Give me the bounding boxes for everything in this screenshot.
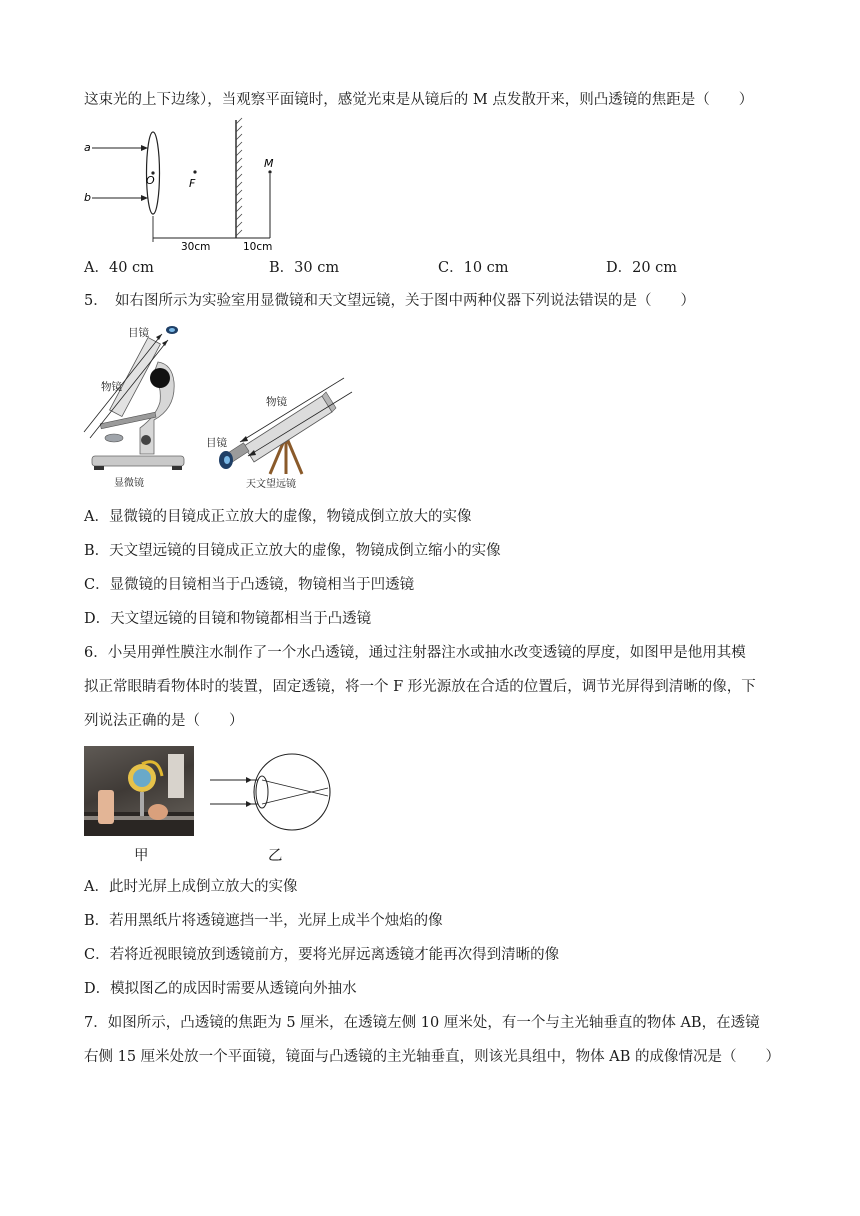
telescope-objective-label: 物镜: [266, 396, 287, 408]
q6-option-d: D．模拟图乙的成因时需要从透镜向外抽水: [84, 981, 357, 997]
telescope-caption: 天文望远镜: [246, 479, 296, 490]
telescope-eyepiece-label: 目镜: [206, 437, 227, 449]
eye-model-diagram: [206, 746, 336, 838]
ray-a-label: a: [84, 141, 91, 154]
q4-option-a: A．40 cm: [84, 260, 154, 276]
microscope-eyepiece-label: 目镜: [128, 327, 149, 339]
dim-30cm: 30cm: [181, 241, 211, 253]
q5-option-b: B．天文望远镜的目镜成正立放大的虚像，物镜成倒立缩小的实像: [84, 543, 501, 559]
q6-option-b: B．若用黑纸片将透镜遮挡一半，光屏上成半个烛焰的像: [84, 913, 443, 929]
microscope-illustration: [84, 320, 194, 490]
q4-lens-mirror-diagram: [78, 118, 298, 252]
q4-stem-tail: 这束光的上下边缘），当观察平面镜时，感觉光束是从镜后的 M 点发散开来，则凸透镜的焦距是（ ）: [84, 92, 754, 108]
q6-stem-line-2: 拟正常眼睛看物体时的装置，固定透镜，将一个 F 形光源放在合适的位置后，调节光屏得到清晰的像，下: [84, 679, 756, 695]
dim-10cm: 10cm: [243, 241, 273, 253]
q4-option-b: B．30 cm: [269, 260, 340, 276]
water-lens-apparatus-photo: [84, 746, 194, 836]
q6-stem-line-1: 6．小吴用弹性膜注水制作了一个水凸透镜，通过注射器注水或抽水改变透镜的厚度，如图甲是他用其模: [84, 645, 746, 661]
microscope-objective-label: 物镜: [101, 381, 122, 393]
point-m-label: M: [264, 157, 274, 170]
q5-stem: 5． 如右图所示为实验室用显微镜和天文望远镜，关于图中两种仪器下列说法错误的是（ ）: [84, 293, 695, 309]
figure-caption-jia: 甲: [134, 848, 149, 864]
q6-option-c: C．若将近视眼镜放到透镜前方，要将光屏远离透镜才能再次得到清晰的像: [84, 947, 560, 963]
q6-option-a: A．此时光屏上成倒立放大的实像: [84, 879, 298, 895]
q7-stem-line-2: 右侧 15 厘米处放一个平面镜，镜面与凸透镜的主光轴垂直，则该光具组中，物体 AB 的成像情况是（ ）: [84, 1049, 781, 1065]
q5-option-a: A．显微镜的目镜成正立放大的虚像，物镜成倒立放大的实像: [84, 509, 472, 525]
ray-b-label: b: [84, 191, 91, 204]
q4-option-d: D．20 cm: [606, 260, 678, 276]
focus-label: F: [189, 177, 196, 190]
figure-caption-yi: 乙: [268, 848, 283, 864]
q5-option-d: D．天文望远镜的目镜和物镜都相当于凸透镜: [84, 611, 372, 627]
q4-option-c: C．10 cm: [438, 260, 509, 276]
q7-stem-line-1: 7．如图所示，凸透镜的焦距为 5 厘米，在透镜左侧 10 厘米处，有一个与主光轴垂直的物体 AB，在透镜: [84, 1015, 760, 1031]
lens-center-label: O: [146, 174, 155, 187]
telescope-illustration: [204, 370, 354, 490]
microscope-caption: 显微镜: [114, 478, 144, 489]
q6-stem-line-3: 列说法正确的是（ ）: [84, 713, 244, 729]
q5-option-c: C．显微镜的目镜相当于凸透镜，物镜相当于凹透镜: [84, 577, 415, 593]
